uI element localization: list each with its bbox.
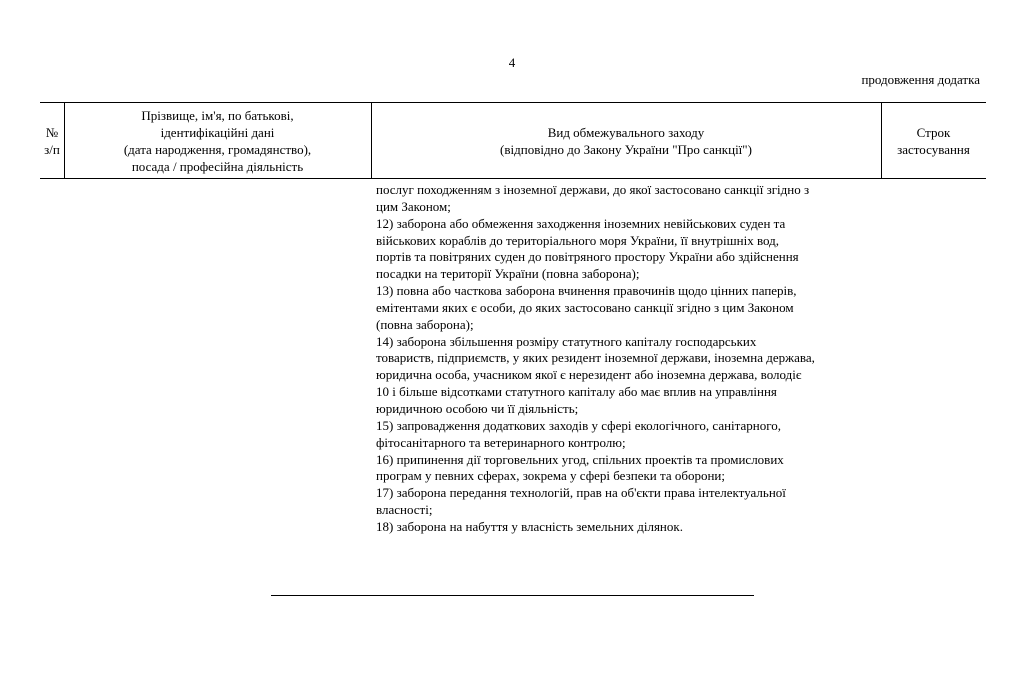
measure-line: 13) повна або часткова заборона вчинення правочинів щодо цінних паперів, bbox=[376, 283, 797, 299]
measure-line: військових кораблів до територіального моря України, її внутрішніх вод, bbox=[376, 232, 780, 248]
measure-line: товариств, підприємств, у яких резидент іноземної держави, іноземна держава, bbox=[376, 350, 815, 366]
measure-line: 15) запровадження додаткових заходів у сфері екологічного, санітарного, bbox=[376, 417, 781, 433]
header-measure bbox=[371, 102, 881, 179]
measure-line: 17) заборона передання технологій, прав на об'єкти права інтелектуальної bbox=[376, 485, 786, 501]
measure-line: юридичною особою чи її діяльність; bbox=[376, 400, 579, 416]
measure-line: власності; bbox=[376, 502, 433, 518]
page-number: 4 bbox=[508, 55, 516, 70]
header-person-line: ідентифікаційні дані bbox=[160, 124, 275, 140]
measure-line: 14) заборона збільшення розміру статутного капіталу господарських bbox=[376, 333, 757, 349]
measure-line: 18) заборона на набуття у власність земельних ділянок. bbox=[376, 518, 683, 534]
signature-line bbox=[271, 595, 754, 596]
measure-line: послуг походженням з іноземної держави, до якої застосовано санкції згідно з bbox=[376, 182, 810, 197]
header-person-line: посада / професійна діяльність bbox=[131, 158, 304, 174]
measure-line: фітосанітарного та ветеринарного контролю; bbox=[376, 434, 626, 450]
measure-line: (повна заборона); bbox=[376, 316, 474, 332]
header-person bbox=[64, 102, 371, 179]
measure-line: посадки на території України (повна заборона); bbox=[376, 266, 640, 282]
header-person-line: (дата народження, громадянство), bbox=[123, 141, 312, 157]
continuation-note: продовження додатка bbox=[861, 72, 980, 87]
header-measure-line: Вид обмежувального заходу bbox=[547, 124, 705, 140]
measure-line: портів та повітряних суден до повітряного простору України або здійснення bbox=[376, 249, 799, 265]
header-number-line: № bbox=[45, 124, 59, 140]
header-number-line: з/п bbox=[44, 141, 60, 157]
header-person-line: Прізвище, ім'я, по батькові, bbox=[141, 107, 294, 123]
measure-line: цим Законом; bbox=[376, 198, 451, 214]
measure-line: 10 і більше відсотками статутного капіталу або має вплив на управління bbox=[376, 384, 777, 400]
header-number bbox=[40, 102, 64, 179]
measure-line: програм у певних сферах, зокрема у сфері безпеки та оборони; bbox=[376, 468, 726, 484]
measure-line: 16) припинення дії торговельних угод, спільних проектів та промислових bbox=[376, 451, 784, 467]
header-term-line: Строк bbox=[916, 124, 951, 140]
measure-line: юридична особа, учасником якої є нерезидент або іноземна держава, володіє bbox=[376, 367, 802, 383]
measure-line: 12) заборона або обмеження заходження іноземних невійськових суден та bbox=[376, 215, 786, 231]
measure-cell-text bbox=[376, 182, 896, 536]
header-term bbox=[881, 102, 986, 179]
measure-line: емітентами яких є особи, до яких застосовано санкції згідно з цим Законом bbox=[376, 299, 794, 315]
header-measure-line: (відповідно до Закону України "Про санкції") bbox=[500, 141, 752, 157]
header-term-line: застосування bbox=[897, 141, 970, 157]
